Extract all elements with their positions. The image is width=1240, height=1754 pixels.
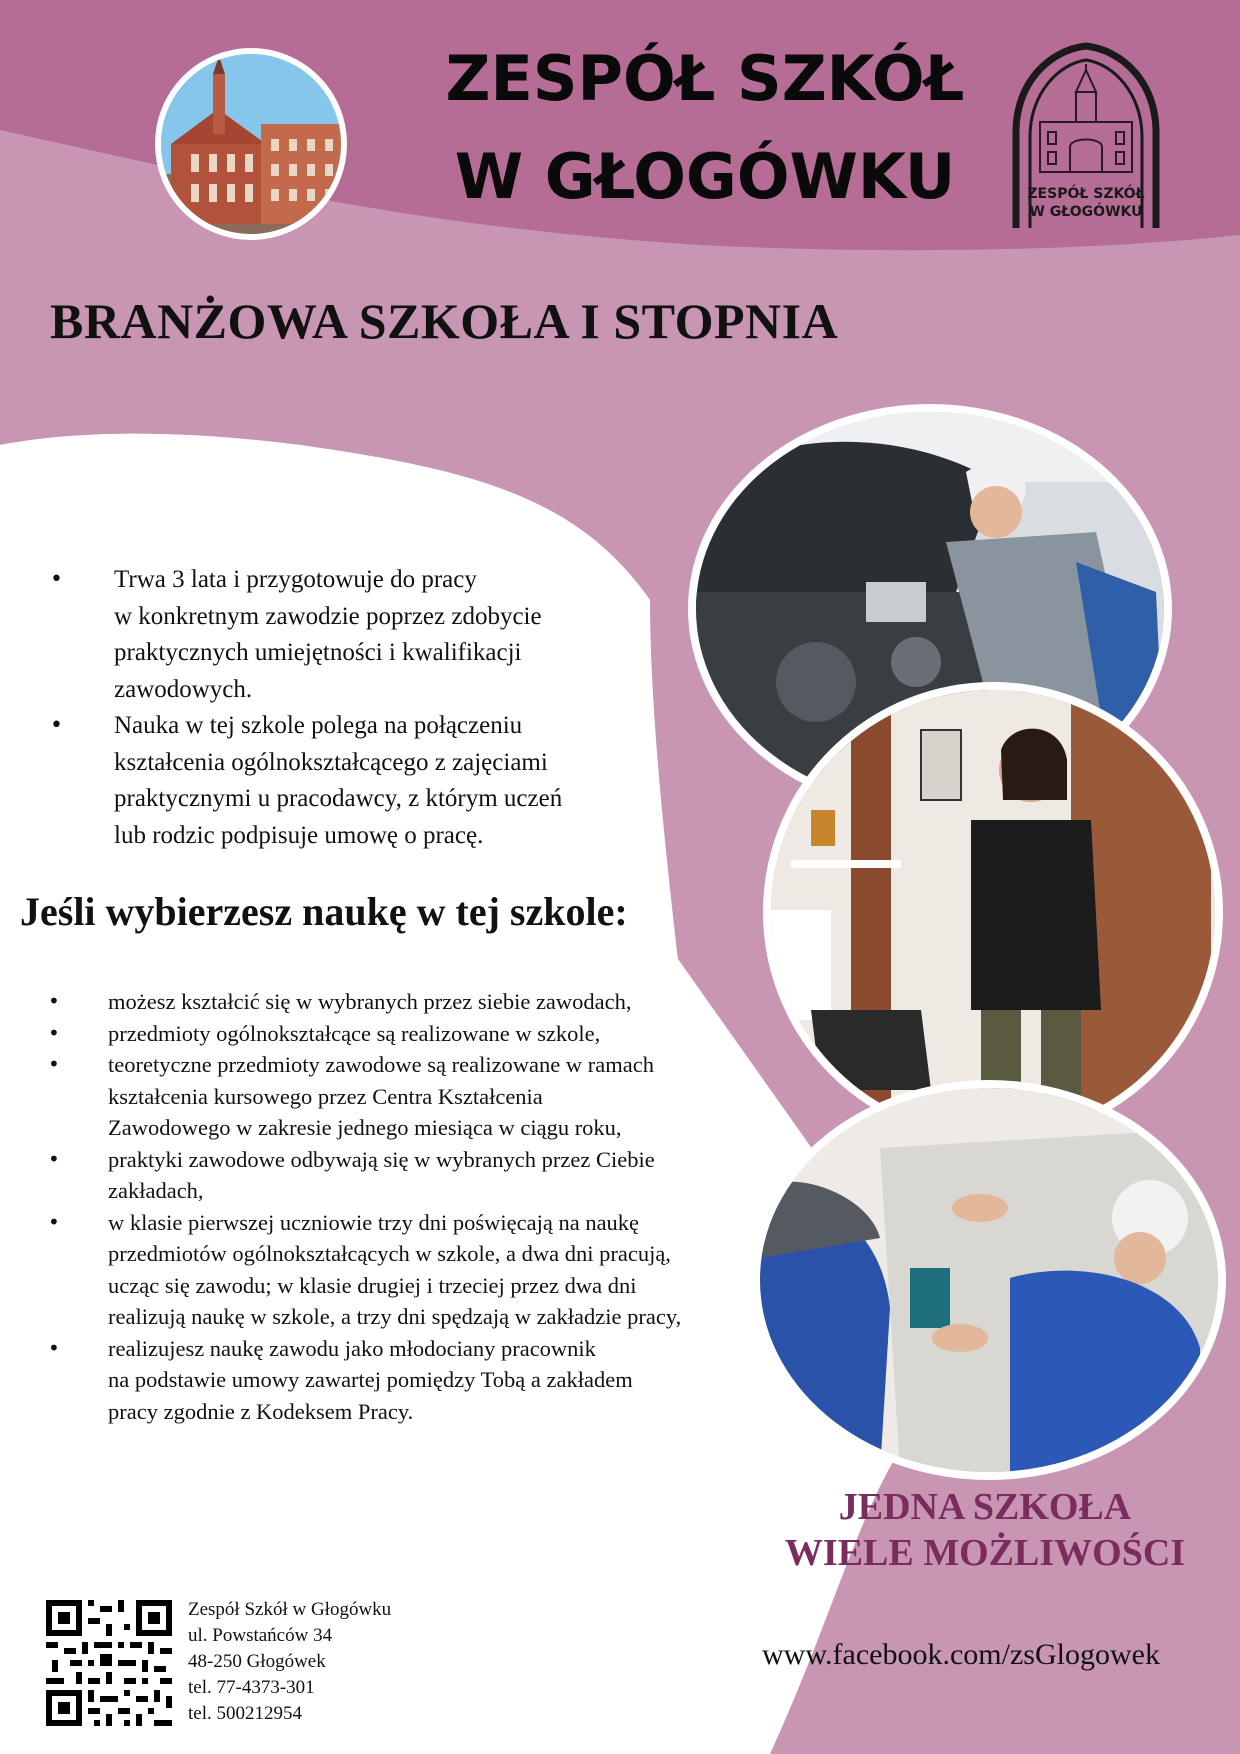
benefit-item — [48, 1049, 768, 1144]
benefit-line: możesz kształcić się w wybranych przez siebie zawodach, — [108, 989, 632, 1014]
school-building-illustration — [161, 54, 341, 234]
benefit-item — [48, 1333, 768, 1428]
contact-line: 48-250 Głogówek — [188, 1651, 326, 1672]
bullet: • — [48, 1020, 60, 1045]
bullet: • — [48, 1052, 60, 1076]
benefit-item — [48, 1018, 768, 1050]
intro-item-line: w konkretnym zawodzie poprzez zdobycie — [114, 602, 542, 630]
benefit-line: ucząc się zawodu; w klasie drugiej i trzeciej przez dwa dni — [108, 1272, 637, 1298]
intro-item-line: zawodowych. — [114, 675, 253, 703]
intro-item-line: Trwa 3 lata i przygotowuje do pracy — [114, 566, 477, 593]
contact-line: Zespół Szkół w Głogówku — [188, 1599, 392, 1620]
intro-item — [50, 708, 670, 854]
intro-item-line: lub rodzic podpisuje umowę o pracę. — [114, 821, 484, 849]
benefit-line: praktyki zawodowe odbywają się w wybranych przez Ciebie — [108, 1146, 655, 1172]
bullet: • — [48, 989, 60, 1013]
bullet: • — [50, 713, 63, 738]
benefit-line: w klasie pierwszej uczniowie trzy dni poświęcają na naukę — [108, 1209, 640, 1235]
logo-text-line2: W GŁOGÓWKU — [1029, 204, 1143, 220]
benefit-line: realizujesz naukę zawodu jako młodociany pracownik — [108, 1335, 596, 1361]
intro-item-line: praktycznych umiejętności i kwalifikacji — [114, 639, 522, 666]
school-name-line1: ZESPÓŁ SZKÓŁ — [445, 42, 965, 115]
school-name-title — [430, 30, 980, 226]
intro-item-line: kształcenia ogólnokształcącego z zajęciami — [114, 748, 548, 776]
benefit-line: przedmiotów ogólnokształcących w szkole, a dwa dni pracują, — [108, 1241, 671, 1266]
bullet: • — [48, 1209, 60, 1234]
intro-item-line: praktycznymi u pracodawcy, z którym uczeń — [114, 785, 563, 812]
contact-line: tel. 500212954 — [188, 1703, 302, 1724]
benefit-item — [48, 1207, 768, 1333]
school-logo — [1010, 42, 1162, 228]
choose-heading: Jeśli wybierzesz naukę w tej szkole: — [20, 889, 628, 934]
slogan-line2: WIELE MOŻLIWOŚCI — [784, 1532, 1186, 1574]
bullet: • — [50, 567, 63, 592]
bullet: • — [48, 1146, 60, 1171]
benefit-line: zakładach, — [108, 1178, 204, 1203]
benefit-line: teoretyczne przedmioty zawodowe są realizowane w ramach — [108, 1052, 654, 1077]
benefit-line: kształcenia kursowego przez Centra Kształcenia — [108, 1083, 543, 1109]
school-building-photo — [155, 48, 347, 240]
logo-text-line1: ZESPÓŁ SZKÓŁ — [1027, 186, 1145, 202]
benefit-line: przedmioty ogólnokształcące są realizowane w szkole, — [108, 1020, 601, 1046]
intro-item-line: Nauka w tej szkole polega na połączeniu — [114, 712, 523, 739]
drywall-workers-photo — [752, 1080, 1226, 1480]
bullet: • — [48, 1335, 60, 1360]
contact-info — [188, 1597, 391, 1727]
hairdresser-photo — [763, 682, 1223, 1142]
contact-line: ul. Powstańców 34 — [188, 1625, 333, 1646]
benefit-item — [48, 986, 768, 1018]
slogan — [760, 1484, 1210, 1576]
school-name-line2: W GŁOGÓWKU — [454, 140, 956, 213]
benefit-line: Zawodowego w zakresie jednego miesiąca w ciągu roku, — [108, 1115, 622, 1140]
intro-item — [50, 562, 670, 708]
contact-line: tel. 77-4373-301 — [188, 1677, 315, 1698]
qr-code[interactable] — [46, 1600, 172, 1726]
facebook-link[interactable]: www.facebook.com/zsGlogowek — [762, 1638, 1160, 1671]
benefits-list — [48, 986, 768, 1427]
school-type-heading: BRANŻOWA SZKOŁA I STOPNIA — [50, 293, 839, 349]
slogan-line1: JEDNA SZKOŁA — [838, 1486, 1132, 1528]
benefit-line: pracy zgodnie z Kodeksem Pracy. — [108, 1398, 414, 1424]
benefit-line: realizują naukę w szkole, a trzy dni spędzają w zakładzie pracy, — [108, 1304, 682, 1329]
benefit-line: na podstawie umowy zawartej pomiędzy Tobą a zakładem — [108, 1367, 633, 1392]
benefit-item — [48, 1144, 768, 1207]
intro-list — [50, 562, 670, 854]
